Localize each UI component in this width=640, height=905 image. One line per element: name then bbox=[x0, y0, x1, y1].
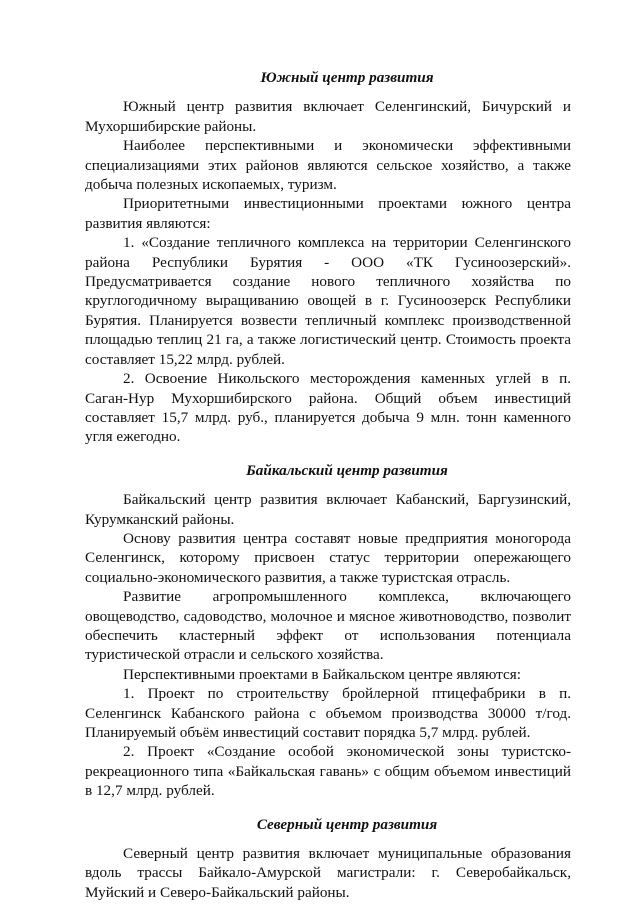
paragraph: Северный центр развития включает муниципальные образования вдоль трассы Байкало-Амурской магистрали: г. Северобайкальск, Муйский и Северо-Байкальский районы. bbox=[85, 845, 571, 901]
paragraph: Перспективными проектами в Байкальском центре являются: bbox=[123, 665, 521, 683]
spacer bbox=[85, 801, 571, 815]
paragraph: Южный центр развития включает Селенгинский, Бичурский и Мухоршибирские районы. bbox=[85, 98, 571, 135]
section-heading-south: Южный центр развития bbox=[260, 69, 434, 86]
list-item: 1. Проект по строительству бройлерной птицефабрики в п. Селенгинск Кабанского района с объемом производства 30000 т/год. Планируемый объём инвестиций составит порядка 5,7 млрд. рублей. bbox=[85, 685, 571, 741]
list-item: 1. «Создание тепличного комплекса на территории Селенгинского района Республики Бурятия - ООО «ТК Гусиноозерский». Предусматривается создание нового тепличного хозяйства по круглогодичному выращиванию овощей в г. Гусиноозерск Республики Бурятия. Планируется возвести тепличный комплекс производственной площадью теплиц 21 га, а также логистический центр. Стоимость проекта составляет 15,22 млрд. рублей. bbox=[85, 234, 571, 368]
paragraph: Развитие агропромышленного комплекса, включающего овощеводство, садоводство, молочное и мясное животноводство, позволит обеспечить кластерный эффект от использования потенциала туристической отрасли и сельского хозяйства. bbox=[85, 588, 571, 664]
section-heading-north: Северный центр развития bbox=[256, 815, 438, 833]
spacer bbox=[85, 87, 571, 97]
list-item: 2. Освоение Никольского месторождения каменных углей в п. Саган-Нур Мухоршибирского района. Общий объем инвестиций составляет 15,7 млрд. руб., планируется добыча 9 млн. тонн каменного угля ежегодно. bbox=[85, 370, 571, 446]
paragraph: Основу развития центра составят новые предприятия моногорода Селенгинск, которому присвоен статус территории опережающего социально-экономического развития, а также туристская отрасль. bbox=[85, 529, 571, 586]
spacer bbox=[85, 480, 571, 490]
spacer bbox=[85, 834, 571, 844]
paragraph: Приоритетными инвестиционными проектами южного центра развития являются: bbox=[85, 195, 571, 232]
paragraph: Наиболее перспективными и экономически эффективными специализациями этих районов являются сельское хозяйство, а также добыча полезных ископаемых, туризм. bbox=[85, 137, 571, 194]
paragraph: Байкальский центр развития включает Кабанский, Баргузинский, Курумканский районы. bbox=[85, 491, 571, 528]
list-item: 2. Проект «Создание особой экономической зоны туристско-рекреационного типа «Байкальская гавань» с общим объемом инвестиций в 12,7 млрд. рублей. bbox=[85, 743, 571, 800]
document-page bbox=[85, 68, 571, 902]
section-heading-baikal: Байкальский центр развития bbox=[246, 461, 448, 479]
spacer bbox=[85, 447, 571, 461]
